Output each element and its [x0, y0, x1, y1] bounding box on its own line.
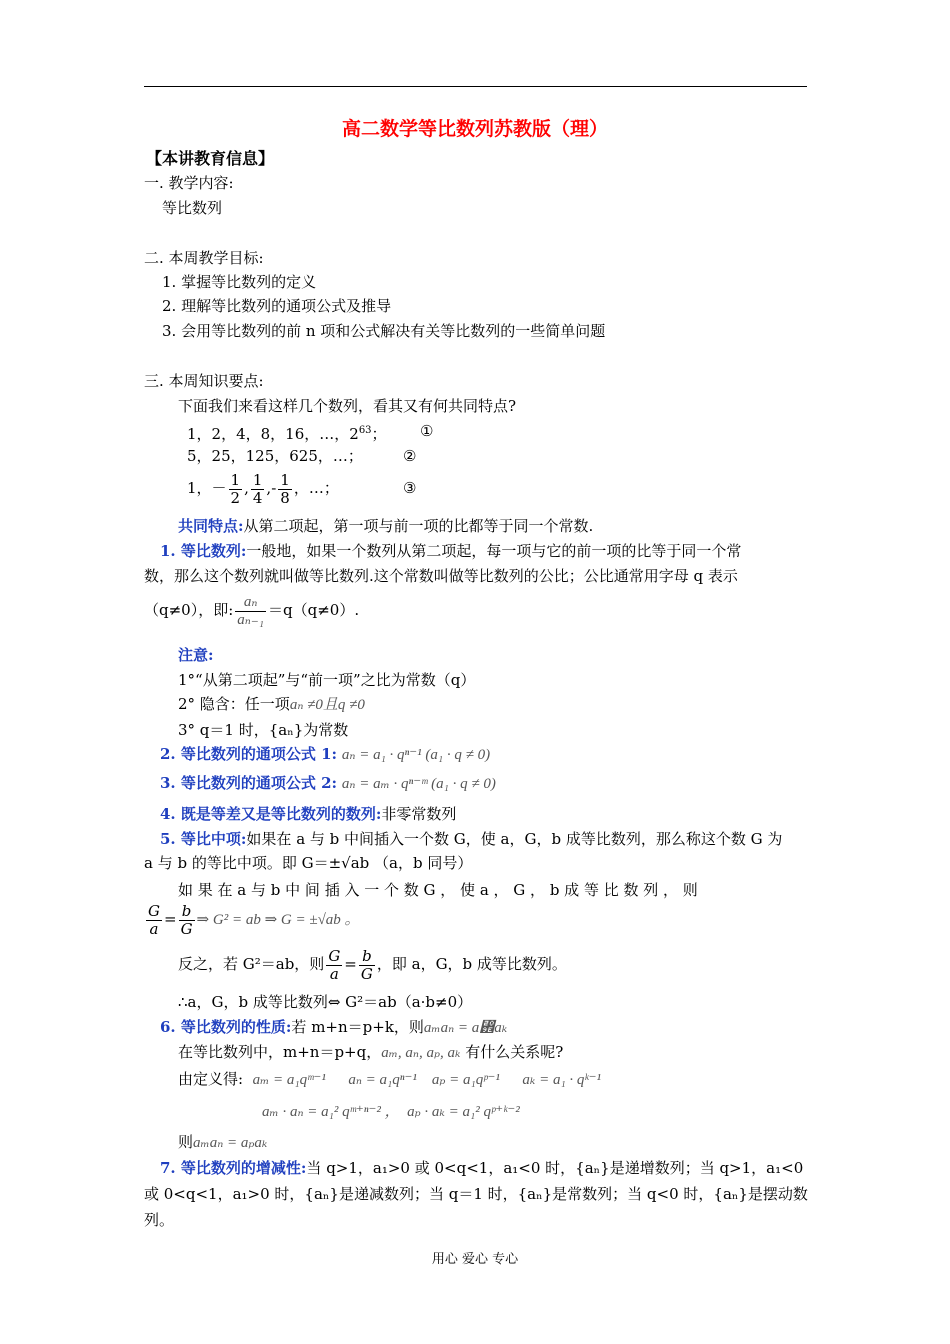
note-1: 1°“从第二项起”与“前一项”之比为常数（q） — [178, 671, 476, 689]
seq1-exponent: 63 — [358, 425, 372, 436]
goal-3: 3. 会用等比数列的前 n 项和公式解决有关等比数列的一些简单问题 — [162, 322, 606, 340]
ratio-fraction: $\frac{\text{aₙ}}{\text{aₙ₋₁}}$ — [237, 593, 264, 628]
s1-heading: 一. 教学内容: — [144, 174, 234, 192]
goal-1: 1. 掌握等比数列的定义 — [162, 273, 317, 291]
common-text: 从第二项起，第一项与前一项的比都等于同一个常数. — [243, 517, 594, 535]
page-title: 高二数学等比数列苏教版（理） — [341, 118, 608, 140]
fraction-g-over-a-2: $\frac{G}{a}$ — [328, 946, 341, 983]
point-7-line-3: 列。 — [144, 1211, 175, 1229]
point-6-line-3: 由定义得: aₘ = a₁qᵐ⁻¹ aₙ = a₁qⁿ⁻¹ aₚ = a₁qᵖ⁻¹ aₖ = a₁ · qᵏ⁻¹ — [178, 1070, 602, 1088]
section-header: 【本讲教育信息】 — [146, 149, 275, 168]
fraction-g-over-a: $\frac{G}{a}$ — [148, 901, 160, 938]
fraction-quarter: $\frac{1}{4}$ — [252, 470, 263, 507]
point-6-line-5: 则aₘaₙ = aₚaₖ — [178, 1133, 268, 1151]
point-5-line-1: 5. 等比中项:如果在 a 与 b 中间插入一个数 G，使 a，G，b 成等比数列，那么称这个数 G 为 — [160, 830, 783, 848]
seq1-end: ； — [371, 425, 387, 443]
page-footer: 用心 爱心 专心 — [431, 1252, 519, 1267]
goal-2: 2. 理解等比数列的通项公式及推导 — [162, 297, 392, 315]
point-4: 4. 既是等差又是等比数列的数列:非零常数列 — [160, 805, 457, 823]
point-5-line-2: a 与 b 的等比中项。即 G＝±√ab （a，b 同号） — [144, 854, 473, 872]
common-label: 共同特点: — [178, 517, 244, 535]
point-5-line-6: ∴a，G，b 成等比数列⇔ G²＝ab（a·b≠0） — [178, 993, 473, 1011]
note-2: 2° 隐含：任一项aₙ ≠0且q ≠0 — [178, 695, 365, 713]
formula-2: 3. 等比数列的通项公式 2: aₙ = aₘ · qⁿ⁻ᵐ (a₁ · q ≠ 0) — [160, 774, 496, 792]
point-5-line-5: 反之，若 G²＝ab，则 $\frac{G}{a}$ = $\frac{b}{G}$ ，即 a，G，b 成等比数列。 — [178, 946, 567, 983]
s2-heading: 二. 本周教学目标: — [144, 249, 264, 267]
fraction-half: $\frac{1}{2}$ — [230, 470, 241, 507]
s3-heading: 三. 本周知识要点: — [144, 372, 264, 390]
seq1-mark: ① — [420, 422, 434, 440]
sequence-2: 5，25，125，625，…； — [187, 447, 363, 465]
definition-line-3: （q≠0），即: $\frac{\text{aₙ}}{\text{aₙ₋₁}}$ ＝q（q≠0）. — [144, 593, 360, 628]
fraction-b-over-g-2: $\frac{b}{G}$ — [360, 946, 373, 983]
point-7-line-1: 7. 等比数列的增减性:当 q>1，a₁>0 或 0<q<1，a₁<0 时，{aₙ}是递增数列；当 q>1，a₁<0 — [160, 1159, 804, 1177]
definition-line-1: 1. 等比数列:一般地，如果一个数列从第二项起，每一项与它的前一项的比等于同一个常 — [160, 542, 742, 560]
point-5-line-3: 如 果 在 a 与 b 中 间 插 入 一 个 数 G ， 使 a ， G ， b 成 等 比 数 列 ， 则 — [178, 881, 698, 899]
intro: 下面我们来看这样几个数列，看其又有何共同特点? — [178, 397, 517, 415]
seq3-end: ，…； — [293, 479, 339, 497]
top-rule — [144, 86, 807, 87]
common-feature — [178, 516, 593, 536]
fraction-b-over-g: $\frac{b}{G}$ — [180, 901, 193, 938]
seq1-text: 1，2，4，8，16，…，2 — [187, 425, 359, 443]
sequence-3: 1，－ $\frac{1}{2}$ , $\frac{1}{4}$ ,- $\frac{1}{8}$ ，…； — [187, 470, 339, 507]
point-6-line-4: aₘ · aₙ = a₁² qᵐ⁺ⁿ⁻² ， aₚ · aₖ = a₁² qᵖ⁺ᵏ⁻² — [262, 1104, 520, 1120]
point-5-line-4: $\frac{G}{a}$ = $\frac{b}{G}$ ⇒ G² = ab ⇒ G = ±√ab 。 — [148, 901, 360, 938]
point-7-line-2: 或 0<q<1，a₁>0 时，{aₙ}是递减数列；当 q＝1 时，{aₙ}是常数列；当 q<0 时，{aₙ}是摆动数 — [144, 1185, 808, 1203]
seq3-start: 1，－ — [187, 479, 227, 497]
point-6-line-1: 6. 等比数列的性质:若 m+n＝p+k，则aₘaₙ = a₞aₖ — [160, 1018, 508, 1036]
point-6-line-2: 在等比数列中，m+n＝p+q，aₘ, aₙ, aₚ, aₖ 有什么关系呢? — [178, 1043, 564, 1061]
def-label: 1. 等比数列: — [160, 542, 247, 560]
note-3: 3° q＝1 时，{aₙ}为常数 — [178, 721, 349, 739]
definition-line-2: 数，那么这个数列就叫做等比数列.这个常数叫做等比数列的公比；公比通常用字母 q 表示 — [144, 567, 738, 585]
formula-1: 2. 等比数列的通项公式 1: aₙ = a₁ · qⁿ⁻¹ (a₁ · q ≠ 0) — [160, 745, 491, 763]
fraction-eighth: $\frac{1}{8}$ — [280, 470, 290, 507]
s1-body: 等比数列 — [162, 199, 223, 217]
note-label: 注意: — [178, 646, 214, 664]
sequence-1 — [187, 421, 387, 444]
seq2-mark: ② — [403, 447, 417, 465]
seq3-mark: ③ — [403, 479, 417, 497]
